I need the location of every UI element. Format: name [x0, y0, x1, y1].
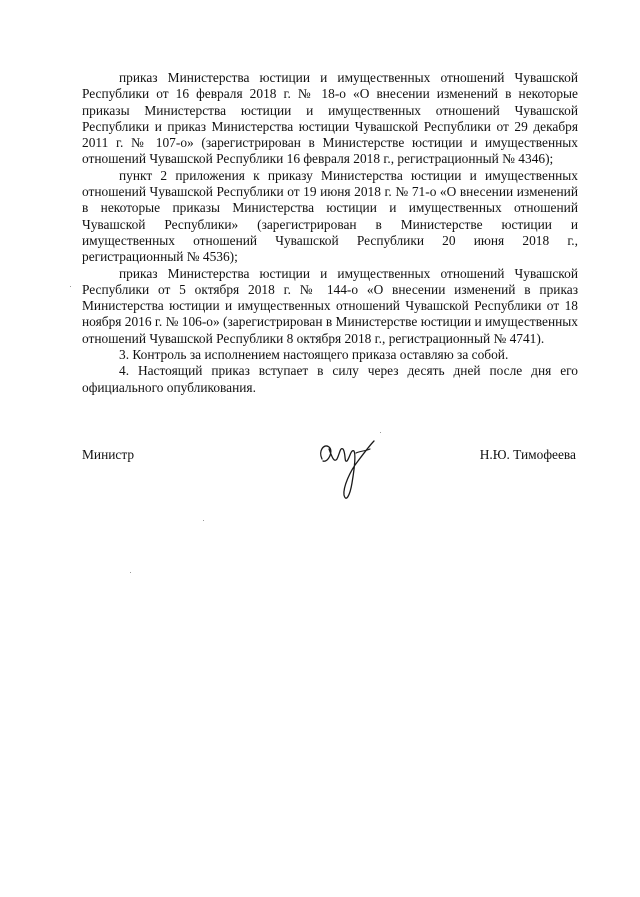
paragraph-order-71-o: пункт 2 приложения к приказу Министерства юстиции и имущественных отношений Чувашской Республики от 19 июня 2018 г. № 71-о «О внесении изменений в некоторые приказы Министерства юстиции и имущественных отношений Чувашской Республики» (зарегистрирован в Министерстве юстиции и имущественных отношений Чувашской Республики 20 июня 2018 г., регистрационный № 4536);	[82, 167, 578, 265]
signature-block	[82, 447, 578, 517]
scan-speck	[203, 520, 204, 521]
scan-speck	[130, 572, 131, 573]
signer-name: Н.Ю. Тимофеева	[479, 447, 576, 462]
paragraph-effective-date: 4. Настоящий приказ вступает в силу через десять дней после дня его официального опубликования.	[82, 363, 578, 395]
document-body	[82, 70, 578, 396]
scan-speck	[380, 432, 381, 433]
scan-speck	[70, 286, 71, 287]
paragraph-order-18-o: приказ Министерства юстиции и имущественных отношений Чувашской Республики от 16 февраля 2018 г. № 18-о «О внесении изменений в некоторые приказы Министерства юстиции и имущественных отношений Чувашской Республики и приказ Министерства юстиции Чувашской Республики от 29 декабря 2011 г. № 107-о» (зарегистрирован в Министерстве юстиции и имущественных отношений Чувашской Республики 16 февраля 2018 г., регистрационный № 4346);	[82, 70, 578, 167]
handwritten-signature	[310, 437, 390, 507]
paragraph-order-144-o: приказ Министерства юстиции и имущественных отношений Чувашской Республики от 5 октября 2018 г. № 144-о «О внесении изменений в приказ Министерства юстиции и имущественных отношений Чувашской Республики от 18 ноября 2016 г. № 106-о» (зарегистрирован в Министерстве юстиции и имущественных отношений Чувашской Республики 8 октября 2018 г., регистрационный № 4741).	[82, 265, 578, 346]
signer-title: Министр	[82, 447, 135, 462]
paragraph-control-clause: 3. Контроль за исполнением настоящего приказа оставляю за собой.	[119, 347, 509, 363]
